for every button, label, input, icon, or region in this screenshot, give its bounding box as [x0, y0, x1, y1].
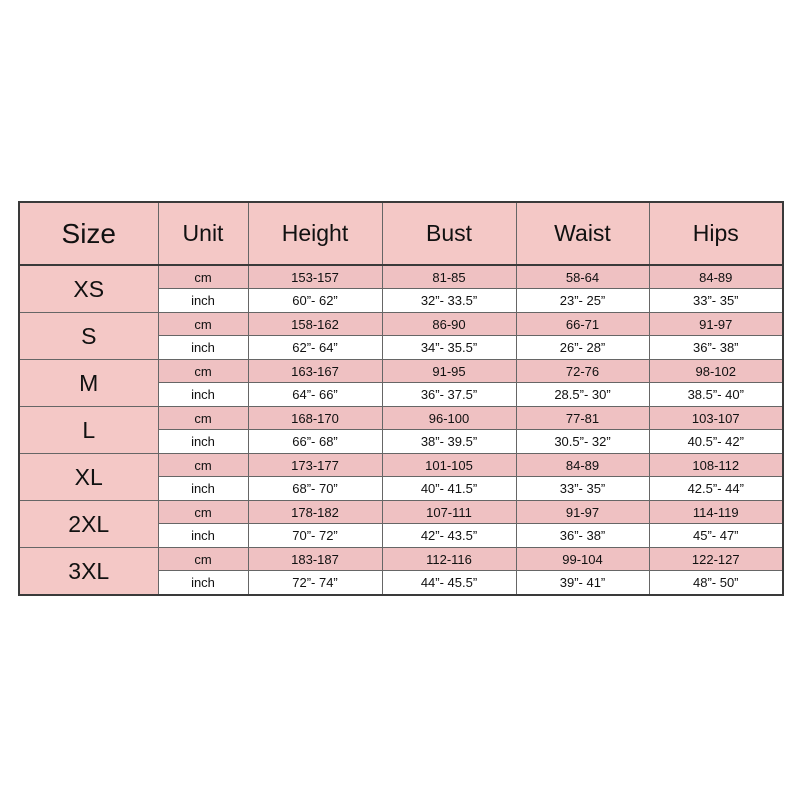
height-value: 66”- 68”: [248, 430, 382, 454]
table-row: [19, 407, 783, 430]
bust-value: 34”- 35.5”: [382, 336, 516, 360]
waist-value: 58-64: [516, 265, 649, 289]
hips-value: 98-102: [649, 360, 783, 383]
hips-value: 114-119: [649, 501, 783, 524]
hips-value: 48”- 50”: [649, 571, 783, 596]
height-value: 178-182: [248, 501, 382, 524]
hips-value: 36”- 38”: [649, 336, 783, 360]
waist-value: 36”- 38”: [516, 524, 649, 548]
waist-value: 23”- 25”: [516, 289, 649, 313]
unit-label-inch: inch: [158, 430, 248, 454]
size-label: 2XL: [19, 501, 158, 548]
bust-value: 42”- 43.5”: [382, 524, 516, 548]
height-value: 64”- 66”: [248, 383, 382, 407]
unit-label-cm: cm: [158, 548, 248, 571]
height-value: 62”- 64”: [248, 336, 382, 360]
waist-value: 28.5”- 30”: [516, 383, 649, 407]
bust-value: 44”- 45.5”: [382, 571, 516, 596]
size-label: S: [19, 313, 158, 360]
header-hips: Hips: [649, 202, 783, 265]
table-header: [19, 202, 783, 265]
hips-value: 84-89: [649, 265, 783, 289]
header-unit: Unit: [158, 202, 248, 265]
height-value: 158-162: [248, 313, 382, 336]
size-label: 3XL: [19, 548, 158, 596]
waist-value: 84-89: [516, 454, 649, 477]
unit-label-inch: inch: [158, 383, 248, 407]
header-height: Height: [248, 202, 382, 265]
header-bust: Bust: [382, 202, 516, 265]
header-row: [19, 202, 783, 265]
waist-value: 99-104: [516, 548, 649, 571]
hips-value: 91-97: [649, 313, 783, 336]
table-row: [19, 454, 783, 477]
waist-value: 66-71: [516, 313, 649, 336]
hips-value: 40.5”- 42”: [649, 430, 783, 454]
bust-value: 81-85: [382, 265, 516, 289]
hips-value: 42.5”- 44”: [649, 477, 783, 501]
unit-label-cm: cm: [158, 454, 248, 477]
unit-label-inch: inch: [158, 477, 248, 501]
waist-value: 77-81: [516, 407, 649, 430]
unit-label-cm: cm: [158, 265, 248, 289]
unit-label-cm: cm: [158, 407, 248, 430]
unit-label-cm: cm: [158, 360, 248, 383]
size-chart-table: [18, 201, 784, 596]
waist-value: 91-97: [516, 501, 649, 524]
bust-value: 96-100: [382, 407, 516, 430]
waist-value: 39”- 41”: [516, 571, 649, 596]
height-value: 72”- 74”: [248, 571, 382, 596]
height-value: 70”- 72”: [248, 524, 382, 548]
table-row: [19, 313, 783, 336]
hips-value: 103-107: [649, 407, 783, 430]
size-label: M: [19, 360, 158, 407]
table-row: [19, 548, 783, 571]
hips-value: 122-127: [649, 548, 783, 571]
hips-value: 38.5”- 40”: [649, 383, 783, 407]
hips-value: 45”- 47”: [649, 524, 783, 548]
bust-value: 91-95: [382, 360, 516, 383]
height-value: 68”- 70”: [248, 477, 382, 501]
bust-value: 32”- 33.5”: [382, 289, 516, 313]
size-label: XL: [19, 454, 158, 501]
hips-value: 108-112: [649, 454, 783, 477]
unit-label-inch: inch: [158, 289, 248, 313]
table-row: [19, 360, 783, 383]
unit-label-inch: inch: [158, 336, 248, 360]
bust-value: 112-116: [382, 548, 516, 571]
bust-value: 40”- 41.5”: [382, 477, 516, 501]
waist-value: 30.5”- 32”: [516, 430, 649, 454]
height-value: 183-187: [248, 548, 382, 571]
bust-value: 101-105: [382, 454, 516, 477]
unit-label-inch: inch: [158, 571, 248, 596]
bust-value: 107-111: [382, 501, 516, 524]
hips-value: 33”- 35”: [649, 289, 783, 313]
height-value: 173-177: [248, 454, 382, 477]
waist-value: 26”- 28”: [516, 336, 649, 360]
height-value: 168-170: [248, 407, 382, 430]
bust-value: 36”- 37.5”: [382, 383, 516, 407]
size-label: XS: [19, 265, 158, 313]
table-body: [19, 265, 783, 595]
unit-label-cm: cm: [158, 501, 248, 524]
bust-value: 38”- 39.5”: [382, 430, 516, 454]
size-label: L: [19, 407, 158, 454]
height-value: 60”- 62”: [248, 289, 382, 313]
unit-label-inch: inch: [158, 524, 248, 548]
unit-label-cm: cm: [158, 313, 248, 336]
height-value: 163-167: [248, 360, 382, 383]
bust-value: 86-90: [382, 313, 516, 336]
header-waist: Waist: [516, 202, 649, 265]
header-size: Size: [19, 202, 158, 265]
height-value: 153-157: [248, 265, 382, 289]
table-row: [19, 501, 783, 524]
waist-value: 33”- 35”: [516, 477, 649, 501]
table-row: [19, 265, 783, 289]
waist-value: 72-76: [516, 360, 649, 383]
